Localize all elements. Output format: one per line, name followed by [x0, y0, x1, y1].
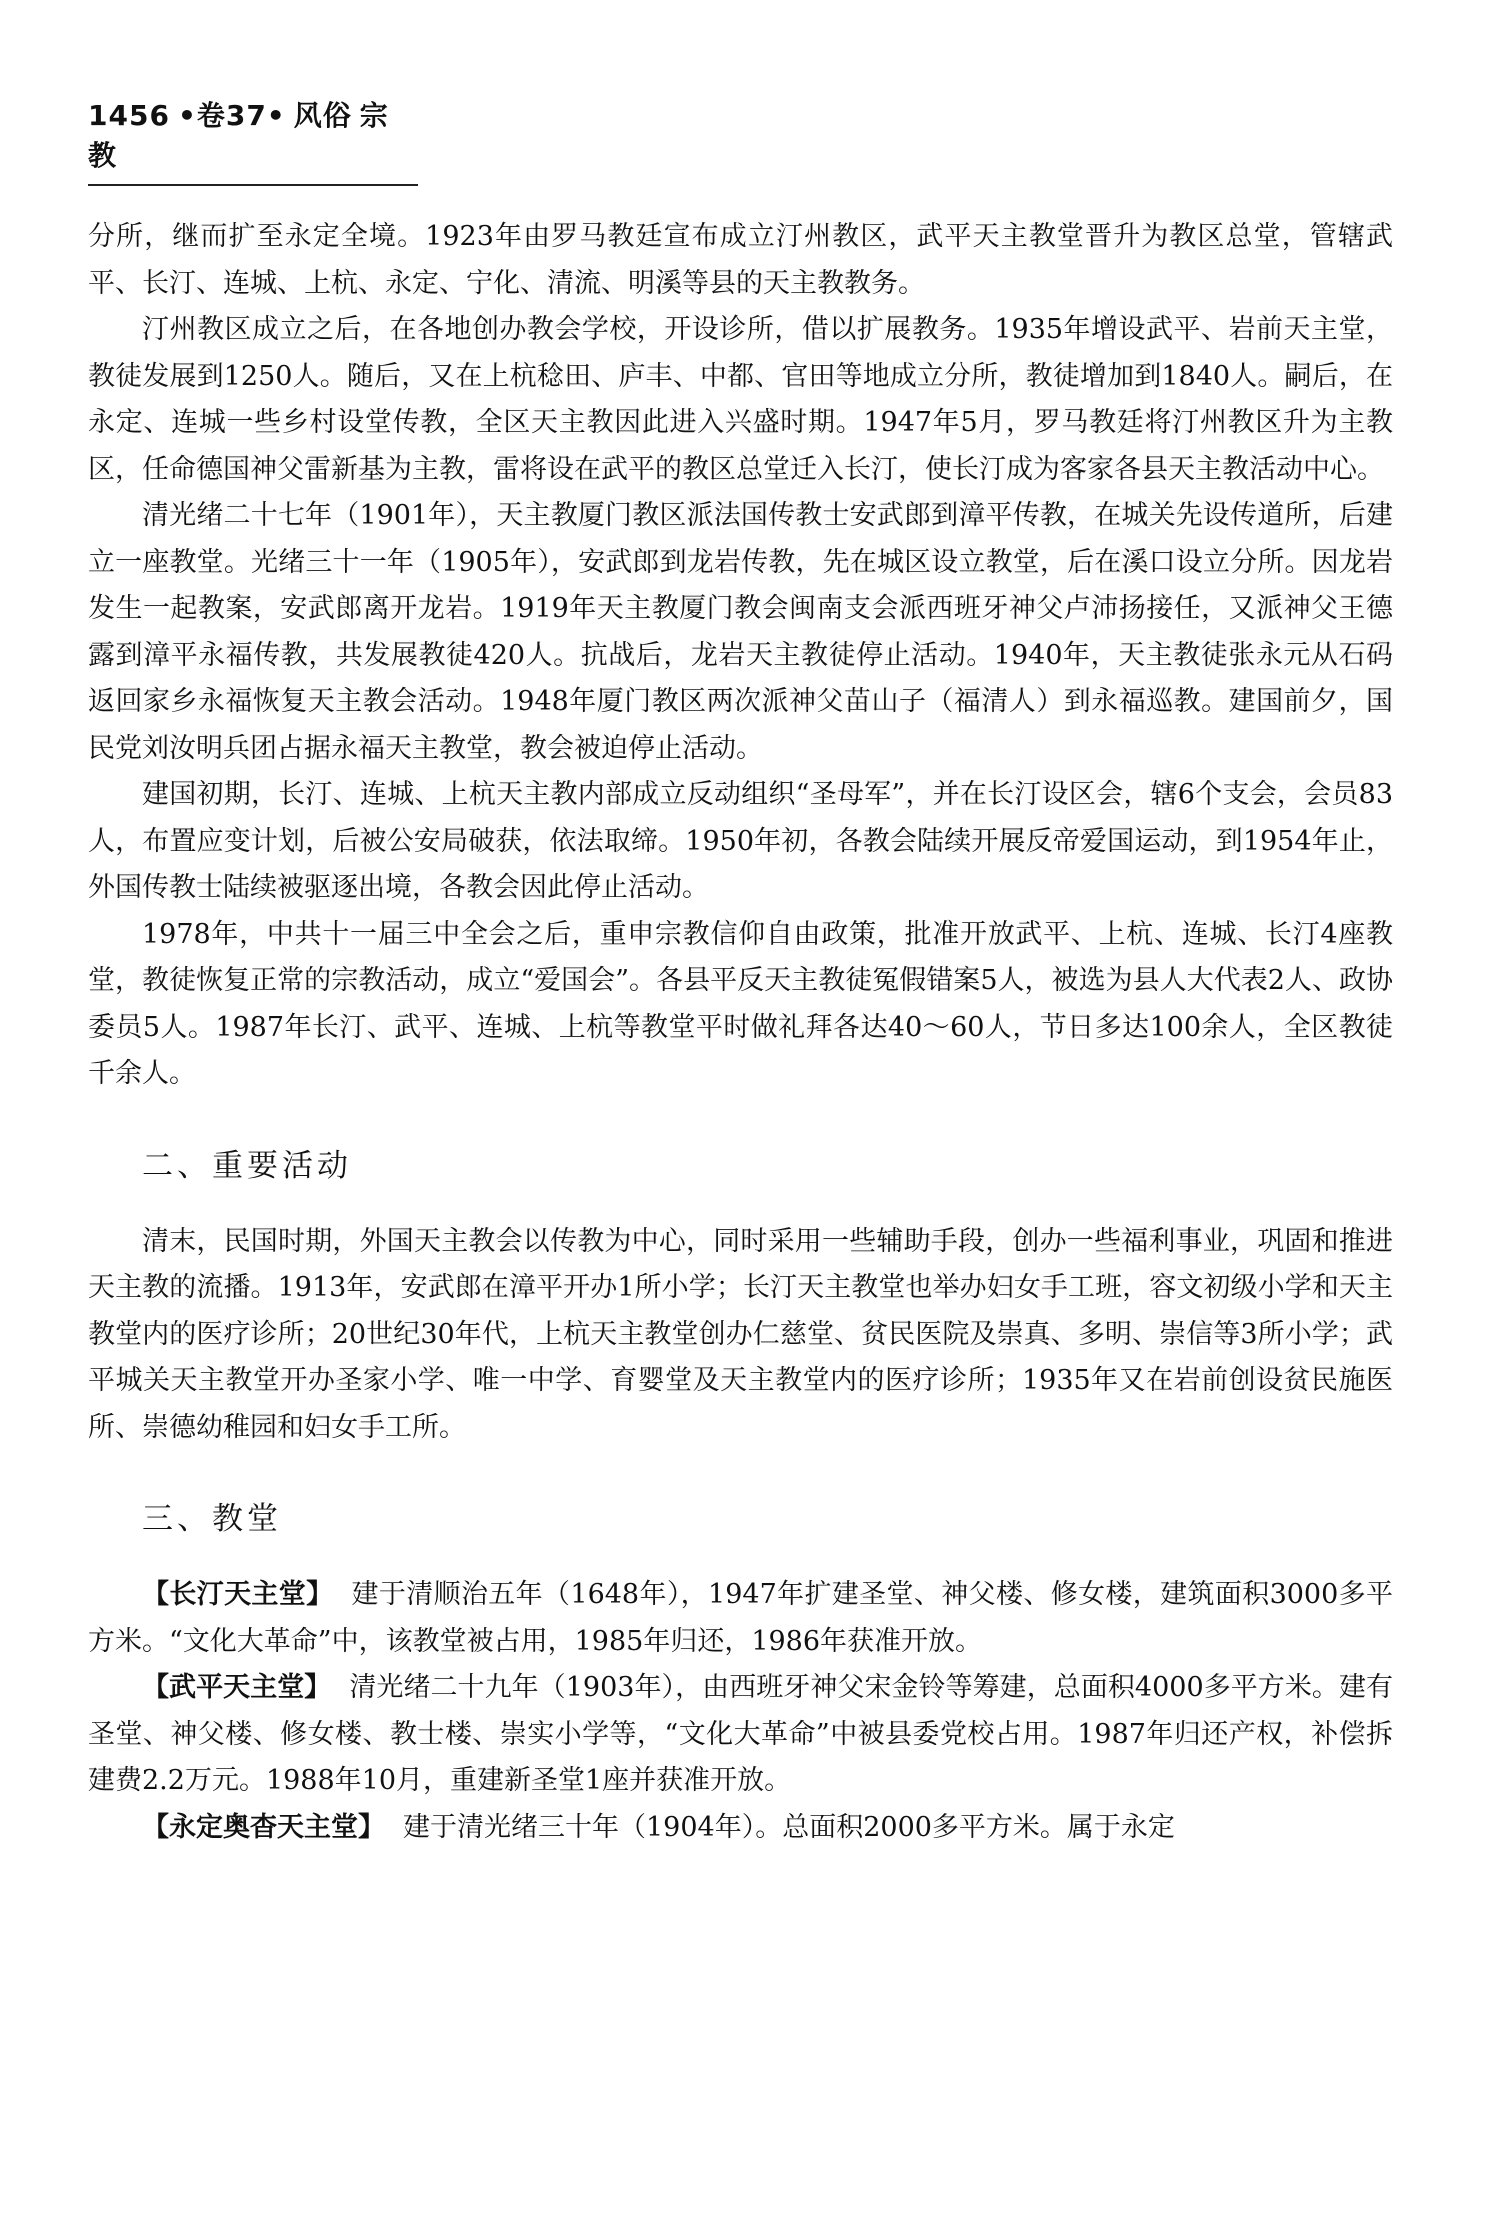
paragraph-3: 清光绪二十七年（1901年），天主教厦门教区派法国传教士安武郎到漳平传教，在城关先设传道所，后建立一座教堂。光绪三十一年（1905年），安武郎到龙岩传教，先在城区设立教堂，后在溪口设立分所。因龙岩发生一起教案，安武郎离开龙岩。1919年天主教厦门教会闽南支会派西班牙神父卢沛扬接任，又派神父王德露到漳平永福传教，共发展教徒420人。抗战后，龙岩天主教徒停止活动。1940年，天主教徒张永元从石码返回家乡永福恢复天主教会活动。1948年厦门教区两次派神父苗山子（福清人）到永福巡教。建国前夕，国民党刘汝明兵团占据永福天主教堂，教会被迫停止活动。	[88, 500, 1393, 764]
church-entry-text: 建于清顺治五年（1648年），1947年扩建圣堂、神父楼、修女楼，建筑面积3000多平方米。“文化大革命”中，该教堂被占用，1985年归还，1986年获准开放。	[88, 1579, 1393, 1657]
volume-label: •卷37•	[177, 99, 286, 132]
running-header	[88, 94, 418, 186]
church-entry-label: 【长汀天主堂】	[142, 1579, 334, 1610]
subsection-label: 宗教	[88, 99, 389, 172]
page-number: 1456	[88, 99, 170, 132]
paragraph-2: 汀州教区成立之后，在各地创办教会学校，开设诊所，借以扩展教务。1935年增设武平、岩前天主堂，教徒发展到1250人。随后，又在上杭稔田、庐丰、中都、官田等地成立分所，教徒增加到1840人。嗣后，在永定、连城一些乡村设堂传教，全区天主教因此进入兴盛时期。1947年5月，罗马教廷将汀州教区升为主教区，任命德国神父雷新基为主教，雷将设在武平的教区总堂迁入长汀，使长汀成为客家各县天主教活动中心。	[88, 314, 1393, 485]
paragraph-5: 1978年，中共十一届三中全会之后，重申宗教信仰自由政策，批准开放武平、上杭、连城、长汀4座教堂，教徒恢复正常的宗教活动，成立“爱国会”。各县平反天主教徒冤假错案5人，被选为县人大代表2人、政协委员5人。1987年长汀、武平、连城、上杭等教堂平时做礼拜各达40～60人，节日多达100余人，全区教徒千余人。	[88, 918, 1393, 1089]
section-heading-important-activities: 二、重要活动	[142, 1147, 352, 1184]
church-entry-label: 【永定奥杳天主堂】	[142, 1811, 385, 1843]
document-page	[88, 94, 1393, 1851]
church-entry-label: 【武平天主堂】	[142, 1672, 332, 1703]
church-entry-wuping	[88, 1665, 1393, 1805]
church-entry-yongding	[88, 1805, 1393, 1852]
church-entry-text: 建于清光绪三十年（1904年）。总面积2000多平方米。属于永定	[403, 1811, 1175, 1843]
section-label: 风俗	[293, 99, 352, 132]
paragraph-1: 分所，继而扩至永定全境。1923年由罗马教廷宣布成立汀州教区，武平天主教堂晋升为教区总堂，管辖武平、长汀、连城、上杭、永定、宁化、清流、明溪等县的天主教教务。	[88, 221, 1393, 299]
church-entry-changting	[88, 1572, 1393, 1665]
section-heading-churches: 三、教堂	[142, 1501, 282, 1537]
paragraph-activities: 清末，民国时期，外国天主教会以传教为中心，同时采用一些辅助手段，创办一些福利事业，巩固和推进天主教的流播。1913年，安武郎在漳平开办1所小学；长汀天主教堂也举办妇女手工班，容文初级小学和天主教堂内的医疗诊所；20世纪30年代，上杭天主教堂创办仁慈堂、贫民医院及崇真、多明、崇信等3所小学；武平城关天主教堂开办圣家小学、唯一中学、育婴堂及天主教堂内的医疗诊所；1935年又在岩前创设贫民施医所、崇德幼稚园和妇女手工所。	[88, 1225, 1393, 1443]
church-entry-text: 清光绪二十九年（1903年），由西班牙神父宋金铃等筹建，总面积4000多平方米。建有圣堂、神父楼、修女楼、教士楼、崇实小学等，“文化大革命”中被县委党校占用。1987年归还产权，补偿拆建费2.2万元。1988年10月，重建新圣堂1座并获准开放。	[88, 1672, 1393, 1796]
paragraph-4: 建国初期，长汀、连城、上杭天主教内部成立反动组织“圣母军”，并在长汀设区会，辖6个支会，会员83人，布置应变计划，后被公安局破获，依法取缔。1950年初，各教会陆续开展反帝爱国运动，到1954年止，外国传教士陆续被驱逐出境，各教会因此停止活动。	[88, 779, 1393, 903]
